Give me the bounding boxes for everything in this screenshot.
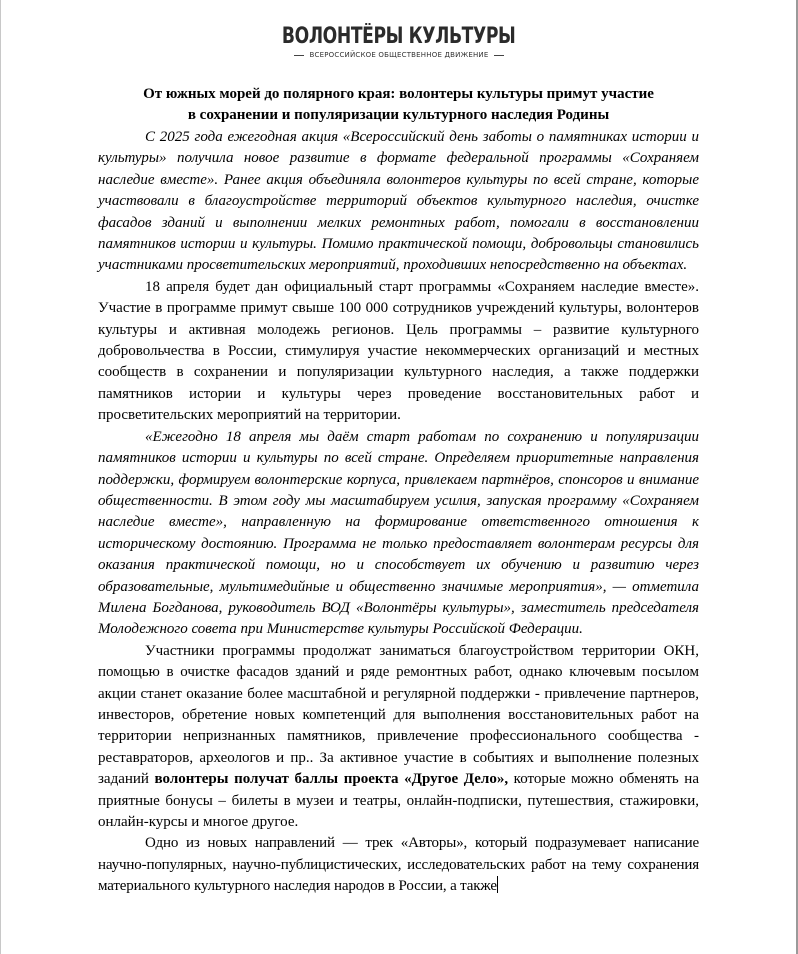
paragraph-participants bbox=[98, 641, 699, 834]
logo-title: ВОЛОНТЁРЫ КУЛЬТУРЫ bbox=[282, 24, 516, 49]
logo-rule-right bbox=[494, 55, 504, 56]
paragraph-authors-track bbox=[98, 833, 699, 897]
logo-subtitle-row bbox=[0, 51, 798, 59]
logo bbox=[0, 24, 798, 59]
page-edge-left bbox=[0, 0, 1, 954]
participants-text-start: Участники программы продолжат заниматься благоустройством территории ОКН, помощью в очистке фасадов зданий и ряде ремонтных работ, однако ключевым посылом акции станет оказание более масштабной и регулярной поддержки - привлечение партнеров, инвесторов, обретение новых компетенций для выполнения восстановительных работ на территории непризнанных памятников, привлечение профессионального сообщества - реставраторов, археологов и пр.. За активное участие в событиях и выполнение полезных заданий bbox=[98, 642, 699, 788]
paragraph-program-start: 18 апреля будет дан официальный старт программы «Сохраняем наследие вместе». Участие в программе примут свыше 100 000 сотрудников учреждений культуры, волонтеров культуры и активная молодежь регионов. Цель программы – развитие культурного добровольчества в России, стимулируя участие некоммерческих организаций и местных сообществ в сохранении и популяризации культурного наследия, а также поддержки памятников истории и культуры через проведение восстановительных работ и просветительских мероприятий на территории. bbox=[98, 278, 699, 424]
logo-rule-left bbox=[294, 55, 304, 56]
headline-line-1: От южных морей до полярного края: волонтеры культуры примут участие bbox=[143, 86, 654, 102]
paragraph-intro: С 2025 года ежегодная акция «Всероссийский день заботы о памятниках истории и культуры» получила новое развитие в формате федеральной программы «Сохраняем наследие вместе». Ранее акция объединяла волонтеров культуры по всей стране, которые участвовали в благоустройстве территорий объектов культурного наследия, очистке фасадов зданий и выполнении мелких ремонтных работ, помогали в восстановлении памятников истории и культуры. Помимо практической помощи, добровольцы становились участниками просветительских мероприятий, проходивших непосредственно на объектах. bbox=[98, 129, 699, 274]
document-body[interactable] bbox=[98, 84, 699, 898]
participants-text-end: которые можно обменять на приятные бонусы – билеты в музеи и театры, онлайн-подписки, путешествия, стажировки, онлайн-курсы и многое другое. bbox=[98, 771, 699, 830]
authors-track-text: Одно из новых направлений — трек «Авторы», который подразумевает написание научно-популярных, научно-публицистических, исследовательских работ на тему сохранения материального культурного наследия народов в России, а также bbox=[98, 835, 699, 895]
participants-bold-text: волонтеры получат баллы проекта «Другое Дело», bbox=[154, 771, 509, 788]
paragraph-quote: «Ежегодно 18 апреля мы даём старт работам по сохранению и популяризации памятников истории и культуры по всей стране. Определяем приоритетные направления поддержки, формируем волонтерские корпуса, привлекаем партнёров, спонсоров и внимание общественности. В этом году мы масштабируем усилия, запуская программу «Сохраняем наследие вместе», направленную на формирование ответственного отношения к историческому достоянию. Программа не только предоставляет волонтерам ресурсы для оказания практической помощи, но и способствует их обучению и развитию через образовательные, мультимедийные и общественно значимые мероприятия», — отметила Милена Богданова, руководитель ВОД «Волонтёры культуры», заместитель председателя Молодежного совета при Министерстве культуры Российской Федерации. bbox=[98, 428, 699, 638]
article-headline bbox=[98, 84, 699, 126]
text-cursor bbox=[497, 876, 498, 893]
headline-line-2: в сохранении и популяризации культурного наследия Родины bbox=[187, 107, 610, 123]
logo-subtitle: ВСЕРОССИЙСКОЕ ОБЩЕСТВЕННОЕ ДВИЖЕНИЕ bbox=[309, 51, 489, 59]
